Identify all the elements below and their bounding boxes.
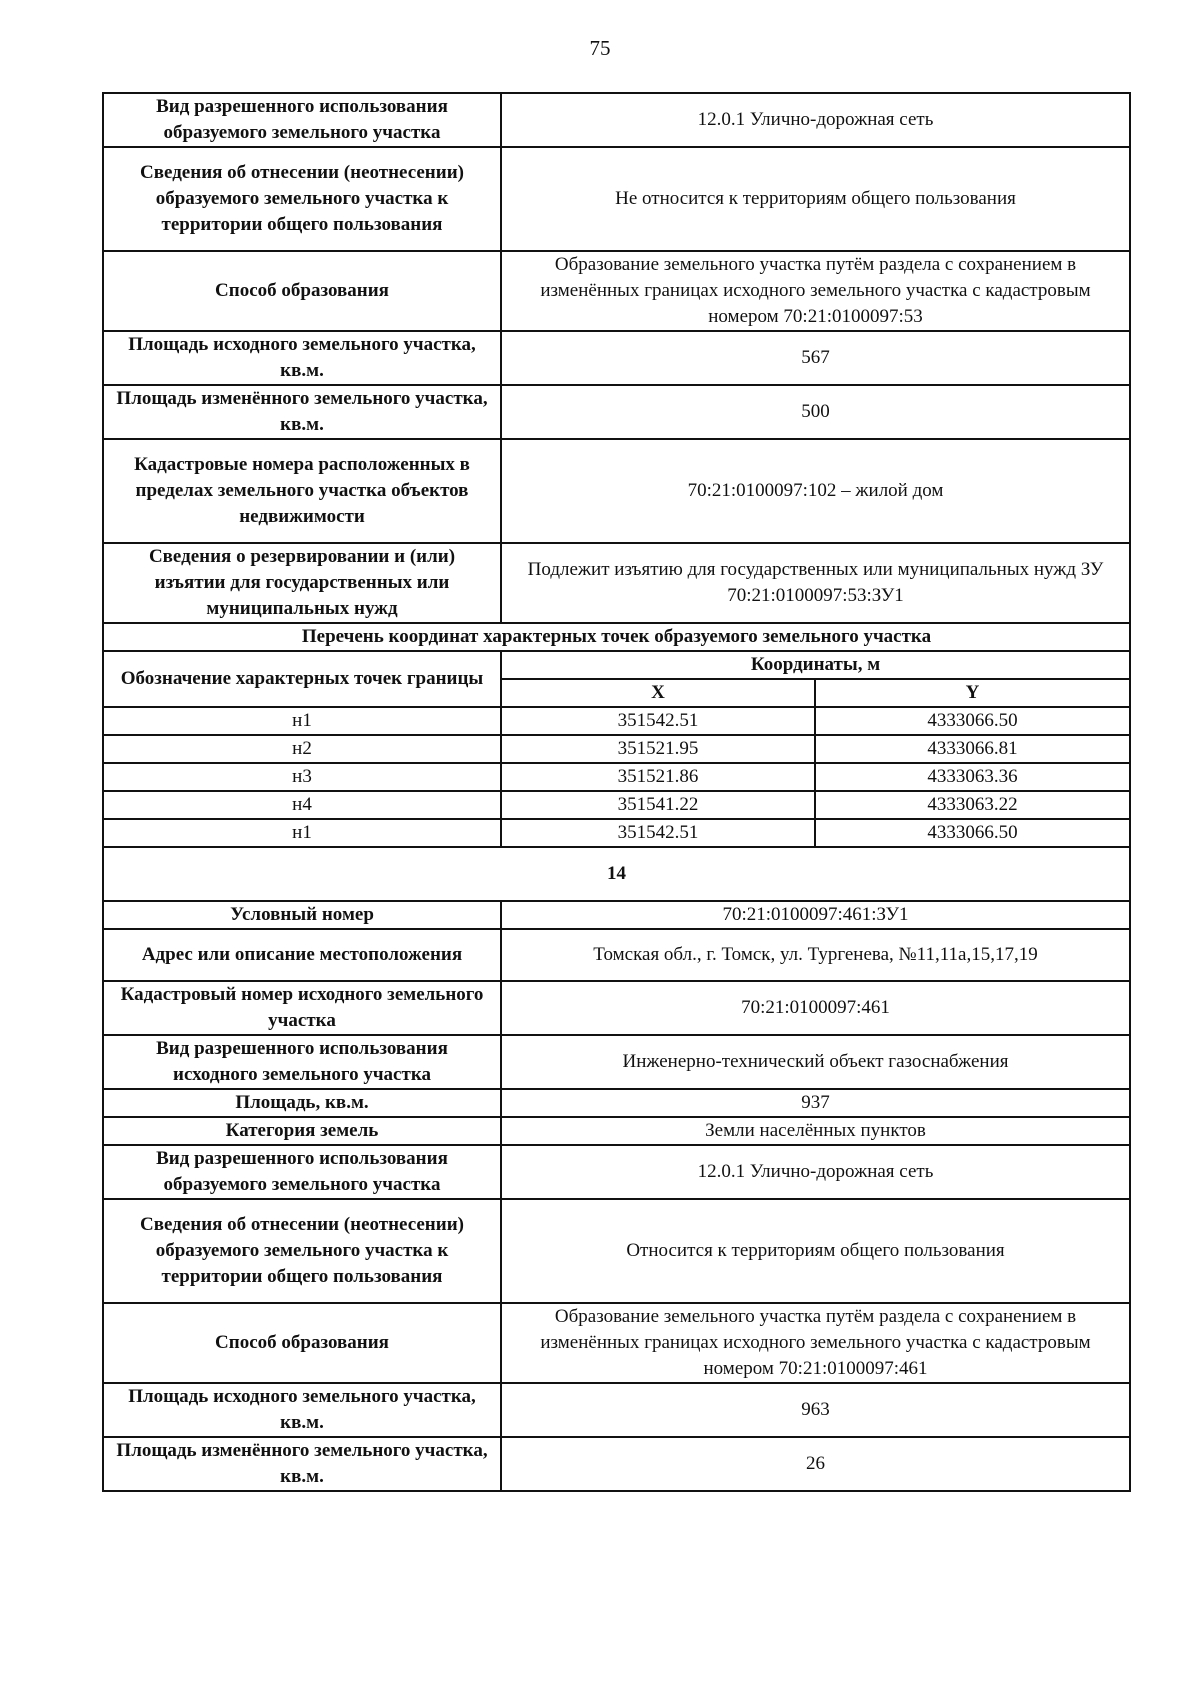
- info-row: [103, 93, 1130, 147]
- row-label: Площадь изменённого земельного участка, кв.м.: [103, 1437, 501, 1491]
- row-label: Вид разрешенного использования исходного земельного участка: [103, 1035, 501, 1089]
- row-value: 500: [501, 385, 1130, 439]
- row-label: Сведения об отнесении (неотнесении) образуемого земельного участка к территории общего пользования: [103, 1199, 501, 1303]
- info-row: [103, 331, 1130, 385]
- row-value: Томская обл., г. Томск, ул. Тургенева, №11,11а,15,17,19: [501, 929, 1130, 981]
- coords-header: Координаты, м: [501, 651, 1130, 679]
- point-name: н3: [103, 763, 501, 791]
- info-row: [103, 439, 1130, 543]
- row-value: 12.0.1 Улично-дорожная сеть: [501, 93, 1130, 147]
- info-row: [103, 1089, 1130, 1117]
- row-label: Адрес или описание местоположения: [103, 929, 501, 981]
- point-header: Обозначение характерных точек границы: [103, 651, 501, 707]
- coord-x: 351542.51: [501, 707, 815, 735]
- row-label: Вид разрешенного использования образуемого земельного участка: [103, 93, 501, 147]
- info-row: [103, 1145, 1130, 1199]
- coord-y: 4333066.81: [815, 735, 1130, 763]
- row-label: Площадь, кв.м.: [103, 1089, 501, 1117]
- info-row: [103, 901, 1130, 929]
- info-row: [103, 1383, 1130, 1437]
- info-row: [103, 1303, 1130, 1383]
- row-value: Образование земельного участка путём раздела с сохранением в изменённых границах исходного земельного участка с кадастровым номером 70:21:0100097:461: [501, 1303, 1130, 1383]
- info-row: [103, 543, 1130, 623]
- row-value: Инженерно-технический объект газоснабжения: [501, 1035, 1130, 1089]
- coord-row: [103, 763, 1130, 791]
- info-row: [103, 929, 1130, 981]
- row-label: Способ образования: [103, 1303, 501, 1383]
- info-row: [103, 251, 1130, 331]
- row-label: Сведения об отнесении (неотнесении) образуемого земельного участка к территории общего пользования: [103, 147, 501, 251]
- coord-y: 4333063.22: [815, 791, 1130, 819]
- coord-x: 351521.95: [501, 735, 815, 763]
- row-value: 963: [501, 1383, 1130, 1437]
- coord-y: 4333063.36: [815, 763, 1130, 791]
- section-number: 14: [103, 847, 1130, 901]
- point-name: н4: [103, 791, 501, 819]
- coords-title: Перечень координат характерных точек образуемого земельного участка: [103, 623, 1130, 651]
- land-plot-table: [102, 92, 1131, 1492]
- row-label: Способ образования: [103, 251, 501, 331]
- row-value: 70:21:0100097:461: [501, 981, 1130, 1035]
- point-name: н1: [103, 707, 501, 735]
- coord-row: [103, 819, 1130, 847]
- row-value: Земли населённых пунктов: [501, 1117, 1130, 1145]
- page-number: 75: [589, 36, 611, 60]
- section-number-row: [103, 847, 1130, 901]
- info-row: [103, 1199, 1130, 1303]
- coord-x: 351542.51: [501, 819, 815, 847]
- row-value: Не относится к территориям общего пользования: [501, 147, 1130, 251]
- coords-header-row: [103, 651, 1130, 679]
- info-row: [103, 1035, 1130, 1089]
- coord-y: 4333066.50: [815, 819, 1130, 847]
- info-row: [103, 1117, 1130, 1145]
- coord-row: [103, 735, 1130, 763]
- row-label: Площадь исходного земельного участка, кв.м.: [103, 1383, 501, 1437]
- row-value: 567: [501, 331, 1130, 385]
- coord-y: 4333066.50: [815, 707, 1130, 735]
- row-label: Условный номер: [103, 901, 501, 929]
- info-row: [103, 385, 1130, 439]
- row-label: Площадь исходного земельного участка, кв.м.: [103, 331, 501, 385]
- row-value: Относится к территориям общего пользования: [501, 1199, 1130, 1303]
- x-header: X: [501, 679, 815, 707]
- coords-title-row: [103, 623, 1130, 651]
- row-value: Подлежит изъятию для государственных или муниципальных нужд ЗУ 70:21:0100097:53:ЗУ1: [501, 543, 1130, 623]
- row-value: 26: [501, 1437, 1130, 1491]
- row-value: 937: [501, 1089, 1130, 1117]
- row-value: 70:21:0100097:461:ЗУ1: [501, 901, 1130, 929]
- row-value: 70:21:0100097:102 – жилой дом: [501, 439, 1130, 543]
- info-row: [103, 147, 1130, 251]
- point-name: н2: [103, 735, 501, 763]
- info-row: [103, 981, 1130, 1035]
- coord-x: 351521.86: [501, 763, 815, 791]
- coord-row: [103, 707, 1130, 735]
- y-header: Y: [815, 679, 1130, 707]
- row-label: Кадастровые номера расположенных в пределах земельного участка объектов недвижимости: [103, 439, 501, 543]
- row-label: Площадь изменённого земельного участка, кв.м.: [103, 385, 501, 439]
- row-value: 12.0.1 Улично-дорожная сеть: [501, 1145, 1130, 1199]
- row-label: Сведения о резервировании и (или) изъятии для государственных или муниципальных нужд: [103, 543, 501, 623]
- point-name: н1: [103, 819, 501, 847]
- row-value: Образование земельного участка путём раздела с сохранением в изменённых границах исходного земельного участка с кадастровым номером 70:21:0100097:53: [501, 251, 1130, 331]
- row-label: Вид разрешенного использования образуемого земельного участка: [103, 1145, 501, 1199]
- row-label: Категория земель: [103, 1117, 501, 1145]
- info-row: [103, 1437, 1130, 1491]
- coord-x: 351541.22: [501, 791, 815, 819]
- coord-row: [103, 791, 1130, 819]
- row-label: Кадастровый номер исходного земельного участка: [103, 981, 501, 1035]
